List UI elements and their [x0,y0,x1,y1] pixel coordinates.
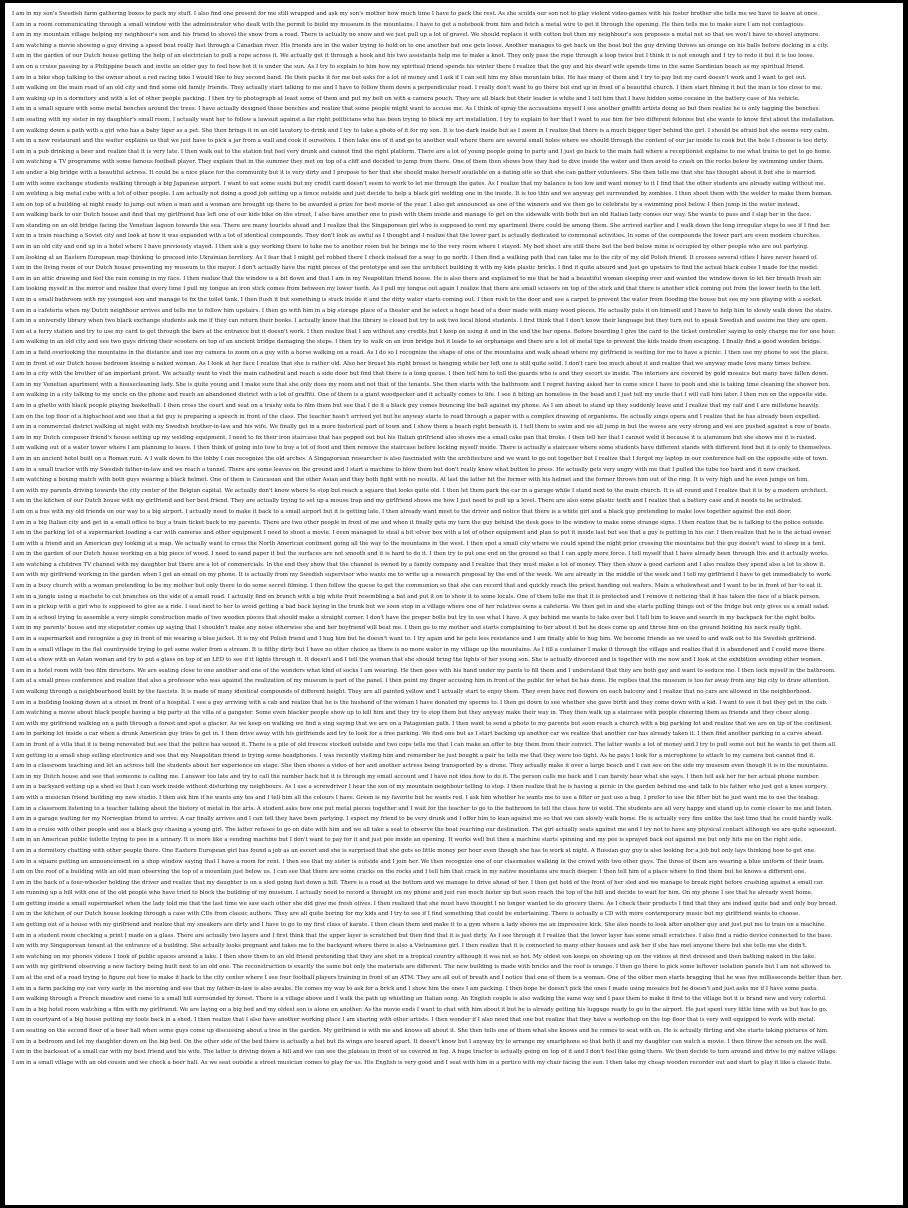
text-line: I am in an ancient hotel built on a Roman ruin. A I walk down to the lobby I can recognize the old arches. A Singaporean researcher is also fascinated with the architecture and we want to go out together but I realize that I forgot my laptop in our conference hall on the opposite side of town. [12,455,829,462]
text-line: I am in a train reaching a Soviet city and look at how it was expanded with a lot of identical compounds. They don't look as awful as I thought and I realize that the lower part is actually dedicated to communal activities. In some of the compounds the lower part are even modern churches. [12,233,821,240]
text-line: I am in front of our Dutch house bedroom kissing a naked woman. As I look at her face I realize that she is rather old. Also her breast his right breast is hanging while her left one is still quite solid. I don't care too much about it and realize that we anyway made love many times before. [12,360,812,367]
text-line: I am in a ghetto with black people playing basketball. I then cross the court and seat on a trashy sofa to film them but see that I do it a black guy comes bouncing the ball against my phone. As I am about to stand up they suddenly leave and I realize that my calf and I are millstone heavily. [12,402,820,409]
text-line: I am watching a movie showing a guy driving a speed boat really fast through a Canadian river. His friends are in the water trying to hold on to one another but one gets loose. Another manages to get back on the boat but the guy driving throws an orange on his balls before docking in a city. [12,42,829,49]
text-line: I am walking through a neighbourhood built by the fascists. It is made of many identical compounds of different height. They are all painted yellow and I actually start to enjoy them. They even have red flowers on each balcony and I realize that no cars are allowed in the neighborhood. [12,689,812,695]
text-line: I am in an attic drawing and feel the rain coming in my face. I then realize that the window is a bit down and that I am in my Neapolitan friend house. He is also there and explained to me that he had a beautiful woman sleeping over and wanted the window down to let her breath fresh air. [12,275,822,282]
text-line: I am watching on my phones videos I took of public spaces around a lake. I then show them to an old friend pretending that they are shot in a tropical country although it was not so hot. My oldest son keeps on showing up on the videos at first dressed and then bathing naked in the lake. [12,953,817,960]
text-line: I am getting in a small shop selling electronics and see that my Neapolitan friend is trying some headphones. I was recently visiting him and remember he just bought a pair he tells me that they were too tight. As he pays I look for a microphone to attach to my camera but cannot find it. [12,752,816,759]
text-line: I am in a jungle using a machete to cut branches on the side of a small road. I actually find on branch with a big white fruit resembling a bat and put it on to show it to some locals. One of them tells me that it is protected and I remove it noticing that it has taken the face of a black person. [12,593,821,600]
text-line: I am running up a hill with one of the old people who have tried to block the building of my museum. I actually need to record a thought on my phone and just run much faster up but soon reach the top of the hill and decide to wait for him. On my phone I see that he already went home. [12,890,813,897]
text-line: I am in the parking lot of a supermarket loading a car with cameras and other equipment I need to shoot a movie. I even managed to steal a bit silver box with a lot of other equipment and plan to put it inside last but see that a guy is putting in his car. I then realize that he is the actual owner. [12,530,832,537]
text-line: I am in an old city and end up in a hotel where I have previously stayed. I then ask a guy working there to take me to another room but he brings me to the very room where I stayed. My bed sheet are still there but the bed below mine is occupied by other people who are out partying. [12,244,809,251]
text-line: I am welding a big metal cube with a lot of other people. I am actually not doing a good job setting up a fence outside and just decide to help a black girl welding one in the inside. It is too thin and we anyway get surrounded by zombies. I then shoot them with the welder to make them human. [12,191,833,198]
text-line: I am with my parents driving towards the city center of the Belgian capital. We actually don't know where to stop but reach a square that looks quite old. I then let them park the car in a garage while I stand next to the main church. It is all round and I realize that it is by a modern architect. [12,487,828,494]
text-line: I am in a field overlooking the mountains in the distance and use my camera to zoom on a guy with a horse walking on a road. As I do so I recognize the shape of one of the mountains and walk ahead where my girlfriend is waiting for me to have a picnic. I then use my phone to see the place. [12,350,829,356]
text-line: I am in a garage waiting for my Norwegian friend to arrive. A car finally arrives and I can tell they have been partying. I expect my friend to be very drunk and I offer him to lean against me so that we can slowly walk home. He is actually very fine unlike the last time that he could hardly walk. [12,816,834,823]
text-line: I am looking at an Eastern European map thinking to proceed into Ukrainian territory. As I fear that I might get robbed there I check instead for a way to go north. I then find a walking path that can take me to the city of my old Polish friend. It crosses several cities I have never heard of. [12,254,818,261]
text-line: I am in a student room checking a print I made on a glass. There are actually two layers and I first think that the upper layer is scratched but then find that it is just dirty. As I see through it I realize that the lower layer has some small scratches. I also find a radio device connected to the base. [12,932,833,939]
text-line: I am watching a TV programme with some famous football player. They explain that in the summer they met on top of a cliff and decided to jump from there. One of them then shows how they had to dive inside the water and then avoid to crash on the rocks below by swimming under them. [12,159,824,166]
text-line: I am in a bedroom and let my daughter down on the big bed. On the other side of the bed there is actually a bat but its wings are teared apart. It doesn't know but I anyway try to arrange my smartphone so that both it and my daughter can watch a movie. I then throw the screen on the wall. [12,1038,828,1045]
text-line: I am in a square putting an announcement on a shop window saying that I have a room for rent. I then see that my sister is outside and I join her. We then recognize one of our classmates walking in the crowd with two other guys. The three of them are wearing a blue uniform of their team. [12,858,825,865]
text-line: I am in the backseat of a small car with my best friend and his wife. The latter is driving down a hill and we can see the plateau in front of us covered in fog. A huge tractor is actually going on top of it and I don't feel like going there. We then decide to turn around and drive to my native village. [12,1049,838,1056]
text-line: I am on a bus with my old friends on our way to a big airport. I actually need to make it back to a small airport but it is getting late. I then already want meet to the driver and notice that there is a white girl and a black guy pretending to make love together against the exit door. [12,508,792,515]
text-line: I am getting inside a small supermarket when the lady told me that the last time we saw each other she did give me fresh olives. I then realized that she must have thought I no longer wanted to do grocery there. As I check their products I find that they are indeed quite bad and only buy bread. [12,900,837,907]
text-line: I am walking out of a water tower where I am planning to leave. I then think of going into tow to buy a lot of food and then remove the staircase before locking myself inside. There is actually a staircase where some students have different stands with different food but it is only to themselves. [12,445,832,452]
text-line: I am seating with my sister in my daughter's small room. I actually want her to follow a lawsuit against a far right politicians who has been trying to block my art installation. I try to explain to her that I want to sue him for two different felonies but she wants to know first about the installation. [12,116,835,123]
text-line: I am in a hotel room with two film directors. We are seating close to one another and one of the wonders what kind of socks I am wearing. He then goes with his hand under my pants to fill them and I understand that they are both gay and want to seduce me. I then lock myself in the bathroom. [12,667,836,674]
text-line: I am in the living room of our Dutch house presenting my museum to the mayor. I don't actually have the right pieces of the prototype and see the architect building it with my kids plastic bricks. I find it quite absurd and just go upstairs to find the actual black cubes I made for the model. [12,265,819,272]
text-line: I am walking back to our Dutch house and find that my girlfriend has left one of our kids bike on the street, I also have another one to push with them inside and manage to get on the sidewalk with both but an old Italian lady comes our way. She wants to pass and I slap her in the face. [12,212,812,219]
text-line: I am watching a boxing match with both guys wearing a black helmet. One of them is Caucasian and the other Asian and they both fight with no results. At last the latter hit the former with his helmet and the former throws him out of the ring. It is very high and he even jumps on him. [12,477,809,484]
text-line: I am looking myself in the mirror and realize that every time I pull my tongue an iron stick comes from between my lower teeth. As I pull my tongue out again I realize that there are small scissors on top of the stick and that there is another stick coming out from the lower teeth to the left. [12,286,822,293]
text-line: I am with a musician friend building my new studio. I then ask him if he wants any tea and I tell him all the colours I have. Green is my favorite but he wants red. I ask him whether he wants me to use a filter or just use a bag. I prefer to use the filter but he just want me to use the teabag. [12,794,820,801]
text-line: I am in a small tractor with my Swedish father-in-law and we reach a tunnel. There are some leaves on the ground and I start a machine to blow them but don't really know what button to press. He actually gets very angry with me that I pulled the tube too hard and it now cracked. [12,466,801,473]
text-line: I am in parking lot inside a car when a drunk American guy tries to get in. I then drive away with his girlfriends and try to look for a free parking. We find one but as I start backing up another car we realize that another car has already taken it. I then find another parking in a curve ahead. [12,731,823,738]
text-line: I am in a busy church with a woman pretending to be my mother but only there to do some secret filming. I then follow the queue to get the communion so that she can record that and quickly reach the priest handing out wafers. Main a wholewheat and I want to be in front of her to eat it. [12,583,823,590]
text-line: I am in my Dutch composer friend's house setting up my welding equipment. I need to fix their iron staircase that has popped out but his Italian girlfriend also shows me a small cake pan that broke. I then tell her that I cannot weld it because it is aluminum but she shows me it is rusted. [12,434,817,441]
text-line: I am in a big Italian city and get in a small office to buy a train ticket back to my parents. There are two other people in front of me and when it finally gets my turn the guy behind the desk goes to the window to make some strange signs. I then realize that he is talking to the police outside. [12,519,825,526]
text-line: I am in a small square with some metal benches around the trees. I have actually designed these benches and realize that some people might want to accuse me. As I think of spray the accusations myself I see another graffiti artists doing so but then realize he is only tagging the benches. [12,106,821,113]
text-line: I am in a small village with an old cousin and we check a beer hall. As we seat outside a street musician comes to play for us. His English is very good and I seat with him in a portico with my chair facing the sun. I then take my cheap wooden recorder out and start to play it like a classic flute. [12,1059,832,1066]
text-line: I am waking up in a dormitory and with a lot of other people packing. I then try to photograph at least some of them and put my belt on with a camera pouch. They are all black but their leader is white and I tell him that I have hidden some cocaine in the battery case of his vehicle. [12,95,800,102]
text-line: I am in an American public toilette trying to pee in a urinary. It is more like a vending machine but I don't want to pay for it and just pee inside an opening. It works well but then a machine starts spinning and my pee is sprayed back out against me but only hits me on the right side. [12,837,803,844]
text-line: I am in a dormitory chatting with other people there. One Eastern European girl has found a job as an escort and she is surprised that she gets so little money per hour even though she has to work at night. A Russian guy guy is also looking for a job but only lays thinking how to get one. [12,847,816,854]
text-line: I am in a classroom teaching and let an actress tell the students about her experience on stage. She then shows a video of her and another actress being transported by a drone. They actually make it over a large beach and I can see on the side my museum even though it is in the mountains. [12,763,829,770]
text-line: I am in my mountain village helping my neighbour's son and his friend to shovel the snow from a road. There is actually no snow and we just pull up a lot of gravel. We should replace it with cotton but then my neighbour's son proposes a metal net so that we won't have to shovel anymore. [12,32,821,39]
text-line: I am with a friend and an American guy looking at a map. We actually want to cross the North American continent going all the way to the mountains in the west. I then spot a small city where we could spend the night prior crossing the mountains but the guy doesn't want to sleep in a tent. [12,540,826,547]
text-line: I am standing on an old bridge facing the Venetian lagoon towards the sea. There are many tourists ahead and I realize that the Singaporean girl who is supposed to rent my apartment there could be among them. She arrived earlier and I walk down the long irregular steps to see if I find her. [12,222,831,229]
text-line: I am with my girlfriend observing a new factory being built next to an old one. The reconstruction is exactly the same but only the materials are different. The new building is made with bricks and the roof is orange. I then go there to pick some leftover isolation panels but I am not allowed to. [12,964,832,971]
text-line: I am in a small bathroom with my youngest son and manage to fix the toilet tank. I then flush it but something is stuck inside it and the dirty water starts coming out. I then rush to the door and use a carpet to prevent the water from flooding the house but see my son playing with a socket. [12,297,823,304]
text-line: I am in my Dutch house and see that someone is calling me. I answer too late and try to call the number back but it is through my email account and I have not idea how to do it. The person calls me back and I can barely hear what she says. I then tell ask her for her actual phone number. [12,773,820,780]
text-line: I am walking through a French meadow and come to a small hill surrounded by forest. There is a village above and I walk the path up whistling an Italian song. An English couple is also walking the same way and I pass them to make it first to the village but it is brand new and very colorful. [12,996,827,1003]
text-line: I am in my son's Swedish farm gathering boxes to pack my stuff. I also find one present for me still wrapped and ask my son's mother how much time I have to pack the rest. As she scolds our son not to play violent video-games with his foster brother she tells me we have to leave at once. [12,11,819,17]
text-line: I am in a bike shop talking to the owner about a red racing bike I would like to buy second hand. He then packs it for me but asks for a lot of money and I ask if I can sell him my blue mountain bike. He has many of them and I try to pay but my card doesn't work and I want to get out. [12,74,807,81]
text-line: I am in the garden of our Dutch house getting the help of an electrician to pull a rope across it. We actually get it through a hook and his two assistants help me to make a knot. They only pass the rope through a loop twice but I think it is not enough and I try to redo it but it is too loose. [12,53,815,60]
text-line: I am walking down a path with a girl who has a baby tiger as a pet. She then brings it in an old lavatory to drink and I try to take a photo of it for my son. It is too dark inside but as I zoom in I realize that there is a much bigger tiger behind the girl. I should be afraid but she seems very calm. [12,127,830,134]
text-line: I am in the garden of our Dutch house working on a big piece of wood. I need to sand paper it but the surfaces are not smooth and it is hard to do it. I then try to put one end on the ground so that I can apply more force. I tell myself that I have already been through this and it actually works. [12,551,829,558]
text-line: I am with my girlfriend working in the garden when I get an email on my phone. It is actually from my Swedish supervisor who wants me to write up a research proposal by the end of the week. We are already in the middle of the week and I tell my girlfriend I have to get immediately to work. [12,572,832,579]
text-line: I am watching a children TV channel with my daughter but there are a lot of commercials. In the end they show that the channel is owned by a family company and I realize that they must make a lot of money. They then show a good cartoon and I also realize they spend also a lot to show it. [12,561,826,568]
text-line: I am in my parents' house and my stepsister comes up saying that I shouldn't make any noise otherwise she and her boyfriend will beat me. I then go to my mother and starts complaining to her about it but he does come up and throw him on the ground holding his neck really tight. [12,625,802,632]
text-line: I am under a big bridge with a beautiful actress. It could be a nice place for the community but it is very dirty and I propose to her that she should make herself available on a dating site so that she can gather volunteers. She then tells me that she has thought about it but she is married. [12,169,817,176]
text-line: I am at the end of a road trying to figure out how to make it back to the city center where I see four football players training in front of an ATM. They are all out of breath and I notice that one of them is a woman. One of the other men starts bragging that he was five millisseconds better than her. [12,975,843,982]
text-line: I am in the kitchen of our Dutch house looking through a case with CDs from classic authors. They are all quite boring for my kids and I try to see if I find something that could be entertaining. There is actually a CD with more contemporary music but my girlfriend wants to choose. [12,911,801,918]
text-line: I am in a building looking down at a street in front of a hospital. I see a guy arriving with a cab and realize that he is the husband of the woman I have donated my sperms to. I then go down to see whether she gave birth and they come down with a kid. I want to see it but they get in the cab. [12,699,828,706]
text-line: I am in a room communicating through a small window with the administrator who dealt with the permit to build my museum in the mountains. I have to get a notebook from him and fetch a metal wire to get it through the opening. He then tells me to make sure I am not contagious. [12,21,805,28]
text-line: I am at a show with an Asian woman and try to put a glass on top of an LED to see if it lights through it. It doesn't and I tell the woman that she should bring the lights of her young son. She is actually divorced and is together with me now and I look at the exhibition avoiding other women. [12,657,823,664]
text-line: I am in a cafeteria when my Dutch neighbour arrives and tells me to follow him upstairs. I then go with him in a big storage place of a theater and he select a huge head of a deer made with many wood pieces. He actually puts it on himself and I have to help him to slowly walk down the stairs. [12,307,833,314]
text-line: I am in a small village in the flat countryside trying to get some water from a stream. It is filthy dirty but I have no other choice as there is no more water in my village up the mountains. As I fill a container I make it through the village and realize that it is abandoned and I could move there. [12,646,826,653]
text-line: I am in a backyard setting up a shed so that I can work inside without disturbing my neighbours. As I use a screwdriver I hear the son of my mountain neighbour telling to stop. I then realize that he is having a picnic in the garden behind me and talk to his father who just got a knee surgery. [12,784,828,791]
text-line: I am on top of a building at night ready to jump out when a man and a woman are brought up there to be awarded a prize for best movie of the year. I also get announced as one of the winners and we then go to celebrate by a swimming pool below. I then jump in the water instead. [12,201,800,208]
text-line: I am at a small press conference and realize that also a professor who was against the realization of my museum is part of the panel. I then point my finger accusing him in front of the public for what he has done. He replies that the museum is too far away from any big city to draw attention. [12,678,830,685]
text-line: I am in the back of a four-wheeler holding the driver and realize that my daughter is on a sled going fast down a hill. There is a road at the bottom and we manage to drive ahead of her. I then get hold of the front of her sled and we manage to break right before crashing against a small car. [12,879,825,886]
text-line: I am walking in an old city and see two guys driving their scooters on top of an ancient bridge damaging the steps. I then try to walk on an iron bridge but it leads to an orphanage and there are a lot of metal tips to prevent the kids inside from escaping. I finally find a good wooden bridge. [12,339,822,346]
text-line: I am getting out of a house with my girlfriend and realize that my sneakers are dirty and I have to go to my first class of karate. I then clean them and make it to a gym where a lady shows me an impressive kick. She also needs to look after another guy and just put me to train on a machine. [12,922,827,929]
text-line: I am with my girlfriend walking on a path through a forest and spot a glacier. As we keep on walking we find a sing saying that we are on a Patagonian path. I then want to send a photo to my parents but soon reach a church with a big parking lot and realize that we are on tip of the continent. [12,720,833,727]
text-line: I am on the top floor of a highschool and see that a fat guy is preparing a speech in front of the class. The teacher hasn't arrived yet but he anyway starts to read through a paper with a complex drawing of organisms. He actually sings opera and I realize that he has already been expelled. [12,413,821,420]
text-line: I am in the kitchen of our Dutch house with my girlfriend and her best friend. They are actually trying to set up a mouse trap and my girlfriend shows me how I just need to pull up a level. There are also some plastic teeth and I realize that a battery case and it needs to be activated. [12,498,803,505]
text-line: I am in front of a villa that it is being renovated but see that the police has seized it. There is a pile of old frescos stocked outside and two cops tells me that I can make an offer to buy them from their convict. The latter wants a lot of money and I try to pull some out but he wants to get them all. [12,741,837,748]
text-line: I am in a city with the brother of an important priest. We actually want to visit the main cathedral and reach a side door but find that there is a long queue. I then tell him to tell the guards who is and they escort us inside. The interiors are covered by gold mosaics but many have fallen down. [12,371,829,378]
text-line: I am in a supermarket and recognize a guy in front of me wearing a blue jacket. It is my old Polish friend and I hug him but he doesn't want to. I try again and he gets less resistance and I am finally able to hug him. We become friends as we used to and walk out to his Swedish girlfriend. [12,636,817,643]
text-line: I am at a ferry station and try to use my card to get through the bars at the entrance but it doesn't work. I then realize that I am without any credits but I keep on using it and in the end the bar opens. Before boarding I give the card to the ticket controller saying to only charge me for one hour. [12,328,836,335]
text-line: I am in a university library when two black exchange students ask me if they can return their books. I actually know that the library is closed but try to ask two local blond students. I first think that I don't know their language but they turn out to speak Swedish and assure me they are open. [12,318,828,325]
text-line: I am watching a movie about black people having a big party at the villa of a gangster. Some even blacker people show up to kill him and they try to stop them but they anyway make their way in. They then walk up a staircase with people cheering them as friends and they cheer along. [12,710,811,717]
text-line: I am in my Venetian apartment with a housecleaning lady. She is quite young and I make sure that she only does my room and not that of the tenants. She then starts with the bathroom and I regret having asked her to come since I have to pooh and she is taking time cleaning the shower box. [12,381,831,388]
text-line: I am in courtyard of a big house putting my tools back in a shed. I then realize that I also have another working place I am sharing with other artists. I then wonder if I also need that one but realize that they have a workshop on the top floor that is very well equipped to work with metal. [12,1017,816,1024]
text-line: I am in a new restaurant and the waiter explains us that we just have to pick a jar from a wall and cook it ourselves. I then take one of it and go to another wall where there are several small holes where we should through the content of our jar inside to cook but the hole I choose is too dirty. [12,138,829,145]
text-line: I am in a pub drinking a beer and realize that it is very late. I then walk out to the station but feel very drunk and cannot find the right platform. There are a lot of young people going to party and I just go back to the main hall where a receptionist explains to me what trains to get to go home. [12,148,832,155]
text-line: I am in a pickup with a girl who is supposed to give as a ride. I seat next to her to avoid getting a bad back laying in the trunk but we soon stop in a village where one of her relatives owns a cafeteria. We then get in and she starts pulling things out of the fridge but only gives us a small salad. [12,604,830,611]
text-line: I am in a commercial district walking at night with my Swedish brother-in-law and his wife. We finally get in a more historical part of town and I show them a beach right beneath it. I tell them to swim and we all jump in but the waves are very strong and we are pushed against a row of boats. [12,424,831,431]
text-line: I am with my Singaporean tenant at the entrance of a building. She actually looks pregnant and takes me to the backyard where there is also a Vietnamese girl. I then realize that it is connected to many other houses and ask her if she has met anyone there but she tells me she didn't. [12,943,807,950]
text-line: I am walking on the main road of an old city and find some old family friends. They actually start talking to me and I have to follow them down a perpendicular road. I really don't want to go there but end up in front of a beautiful church. I then start filming it but the man is too close to me. [12,85,823,92]
text-line: I am in a big hotel room watching a film with my girlfriend. We are laying on a big bed and my oldest son is alone on another. As the movie ends I want to chat with him about it but he is already getting his luggage ready to go to the airport. He just spent very little time with us but has to go. [12,1006,828,1013]
text-line: I am in a classroom listening to a teacher talking about the history of metal in the arts. A student asks how one put metal pieces together and I wait for the teacher to go to the bathroom to tell the class how to weld. The students are all very happy and stand up to come closer to me and listen. [12,805,833,812]
text-line: I am in a farm packing my car very early in the morning and see that my father-in-law is also awake. He comes my way to ask for a brick and I show him the ones I am packing. I then hope he doesn't pick the ones I made using mosaics but he doesn't and just asks me if I have some pasta. [12,985,818,992]
text-line: I am in a school trying to assemble a very simple construction made of two wooden pieces that should make a straight corner. I don't have the proper bolts but try to use what I have. A guy behind me wants to take over but I tell him to leave and search in my backpack for the right bolts. [12,614,816,621]
text-line: I am on a cruise passing by a Philippine beach and invite an older guy to feel how hot it is under the sun. As I try to explain to him how my spiritual friend spends his winter there I realize that the guy and his dwarf wife spends time in the same Sardinian beach as my spiritual friend. [12,63,805,70]
text-line: I am in a cruise with other people and see a black guy chasing a young girl. The latter refuses to go on date with him and we all take a seat to observe the boat reaching our destination. The girl actually seats against me and I try not to have any physical contact although we are quite squeezed. [12,826,837,833]
text-line: I am on the roof of a building with an old man observing the top of a mountain just below us. I can see that there are some cracks on the rocks and I tell him that crack in my native mountains are much deeper. I then tell him of a place where to find them but he knows a different one. [12,869,807,876]
dream-journal-text [12,9,905,1068]
text-line: I am seating on the second floor of a beer hall when some guys come up discussing about a tree in the garden. My girlfriend is with me and knows all about it. She then tells one of them what she knows and he comes to seat with us. He is actually flirting and she starts taking pictures of him. [12,1028,829,1034]
text-line: I am with some exchange students walking through a big Japanese airport. I want to eat some sushi but my credit card doesn't seem to work to let me through the gates. As I realize that my balance is too low and want money to it I find that the other students are already eating without me. [12,180,826,187]
text-line: I am walking in a city talking to my uncle on the phone and reach an abandoned district with a lot of graffiti. One of them is a giant woodpecker and it actually comes to life. I see it biting an homeless in the head and I just tell my uncle that I will call him later. I then run on the opposite side. [12,392,828,399]
